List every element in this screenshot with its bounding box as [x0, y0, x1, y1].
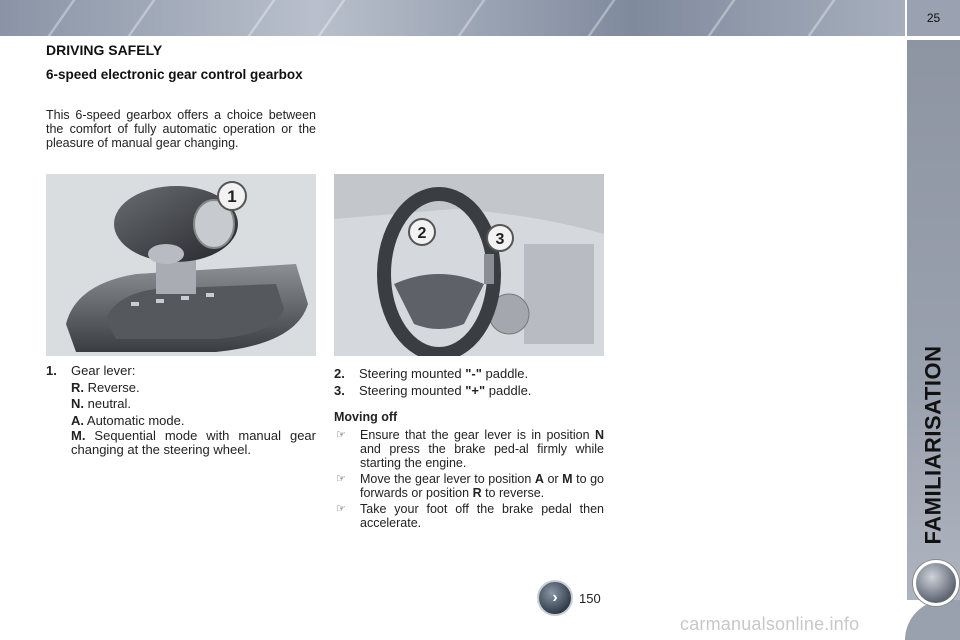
list-item: A. Automatic mode. — [71, 412, 185, 428]
moving-off-steps — [334, 428, 604, 532]
watermark: carmanualsonline.info — [680, 614, 860, 634]
page-heading: DRIVING SAFELY — [46, 42, 163, 58]
pointing-hand-icon: ☞ — [336, 429, 346, 441]
paddle-list — [334, 366, 604, 399]
list-item: M. Sequential mode with manual gear changing at the steering wheel. — [71, 428, 316, 457]
gear-lever-illustration — [46, 174, 316, 356]
gear-lever-list — [46, 363, 316, 457]
callout-2: 2 — [417, 225, 427, 242]
page-number: 25 — [907, 0, 960, 36]
section-tab-end — [905, 600, 960, 640]
moving-off-heading: Moving off — [334, 410, 398, 424]
callout-3: 3 — [495, 231, 505, 248]
section-title: FAMILIARISATION — [920, 345, 946, 545]
list-item: 3. Steering mounted "+" paddle. — [334, 382, 532, 398]
pointing-hand-icon: ☞ — [336, 503, 346, 515]
list-item: N. neutral. — [71, 396, 131, 411]
chevron-right-icon: › — [537, 580, 573, 616]
list-number: 1. — [46, 363, 57, 378]
header-band — [0, 0, 905, 36]
section-knob-icon — [913, 560, 959, 606]
list-item: R. Reverse. — [71, 379, 140, 395]
list-item: ☞ Take your foot off the brake pedal then accelerate. — [336, 502, 604, 530]
callout-1: 1 — [227, 187, 237, 206]
intro-paragraph: This 6-speed gearbox offers a choice between the comfort of fully automatic operation or the pleasure of manual gear changing. — [46, 108, 316, 150]
section-subheading: 6-speed electronic gear control gearbox — [46, 67, 303, 82]
list-item: 2. Steering mounted "-" paddle. — [334, 366, 529, 381]
steering-wheel-illustration — [334, 174, 604, 356]
list-item: ☞ Ensure that the gear lever is in position N and press the brake ped-al firmly while starting the engine. — [336, 428, 604, 470]
page-reference-link[interactable] — [537, 580, 601, 616]
list-item: ☞ Move the gear lever to position A or M to go forwards or position R to reverse. — [336, 472, 605, 500]
reference-page-number: 150 — [579, 590, 601, 606]
pointing-hand-icon: ☞ — [336, 473, 346, 485]
list-label: Gear lever: — [71, 363, 136, 378]
